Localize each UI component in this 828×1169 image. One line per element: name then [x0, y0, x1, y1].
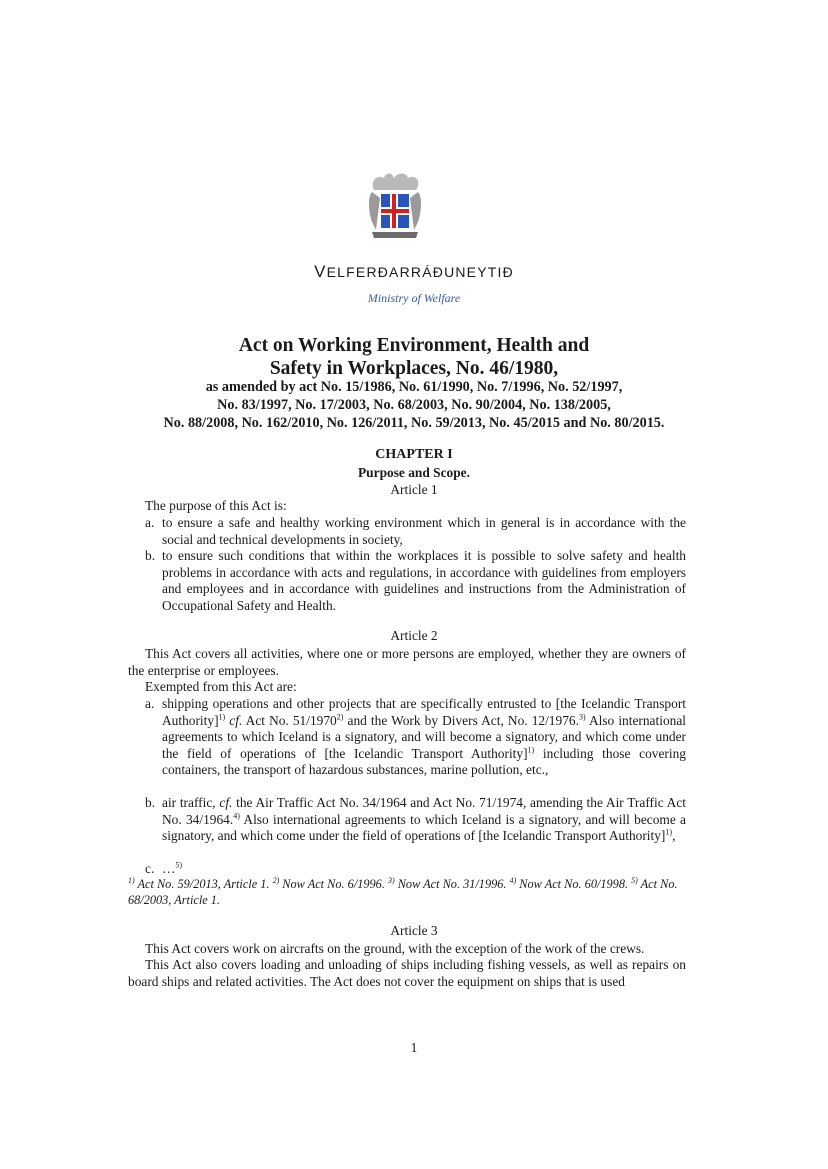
page-number: 1: [410, 1040, 418, 1055]
coat-of-arms-icon: [366, 170, 424, 242]
list-item: a. to ensure a safe and healthy working environment which in general is in accordance with the social and technical developments in society,: [145, 515, 686, 547]
article-3-paragraph: This Act covers work on aircrafts on the ground, with the exception of the work of the crews.: [145, 941, 645, 956]
list-item: b. to ensure such conditions that within the workplaces it is possible to solve safety and health problems in accordance with acts and regulations, in accordance with guidelines from employers and employees and in accordance with guidelines and instructions from the Administration of Occupational Safety and Health.: [145, 548, 686, 613]
article-1-intro: The purpose of this Act is:: [145, 498, 287, 513]
article-2-footnotes: $^{1)}$ Act No. 59/2013, Article 1. $^{2)}$ Now Act No. 6/1996. $^{3)}$ Now Act No. 31/1996. $^{4)}$ Now Act No. 60/1998. $^{5)}$ Act No. 68/2003, Article 1.: [128, 875, 678, 907]
chapter-subheading: Purpose and Scope.: [358, 465, 470, 480]
article-2-exemptions-intro: Exempted from this Act are:: [145, 679, 297, 694]
article-3-paragraph: This Act also covers loading and unloading of ships including fishing vessels, as well as repairs on board ships and related activities. The Act does not cover the equipment on ships that is used: [128, 957, 686, 989]
article-2-paragraph: This Act covers all activities, where one or more persons are employed, whether they are owners of the enterprise or employees.: [128, 646, 686, 678]
list-item: a. shipping operations and other projects that are specifically entrusted to [the Icelandic Transport Authority]$^{1)}$ cf. Act No. 51/1970$^{2)}$ and the Work by Divers Act, No. 12/1976.$^{3)}$ Also international agreements to which Iceland is a signatory, and will become a signatory, and which come under the field of operations of [the Icelandic Transport Authority]$^{1)}$ including those covering containers, the transport of hazardous substances, marine pollution, etc.,: [145, 696, 686, 777]
article-2-heading: Article 2: [390, 628, 438, 643]
act-title: Act on Working Environment, Health and Safety in Workplaces, No. 46/1980,: [238, 335, 590, 379]
article-3-heading: Article 3: [390, 923, 438, 938]
ministry-name-icelandic: VELFERÐARRÁÐUNEYTIÐ: [314, 262, 514, 281]
chapter-heading: CHAPTER I: [375, 447, 453, 462]
list-item: c. …$^{5)}$: [145, 860, 183, 876]
amendments-list: as amended by act No. 15/1986, No. 61/1990, No. 7/1996, No. 52/1997, No. 83/1997, No. 17/2003, No. 68/2003, No. 90/2004, No. 138/2005, No. 88/2008, No. 162/2010, No. 126/2011, No. 59/2013, No. 45/2015 and No. 80/2015.: [163, 379, 665, 431]
ministry-name-english: Ministry of Welfare: [367, 291, 461, 305]
list-item: b. air traffic, cf. the Air Traffic Act No. 34/1964 and Act No. 71/1974, amending the Air Traffic Act No. 34/1964.$^{4)}$ Also international agreements to which Iceland is a signatory, and will become a signatory, and which come under the field of operations of [the Icelandic Transport Authority]$^{1)}$,: [145, 795, 686, 843]
article-1-heading: Article 1: [390, 482, 438, 497]
